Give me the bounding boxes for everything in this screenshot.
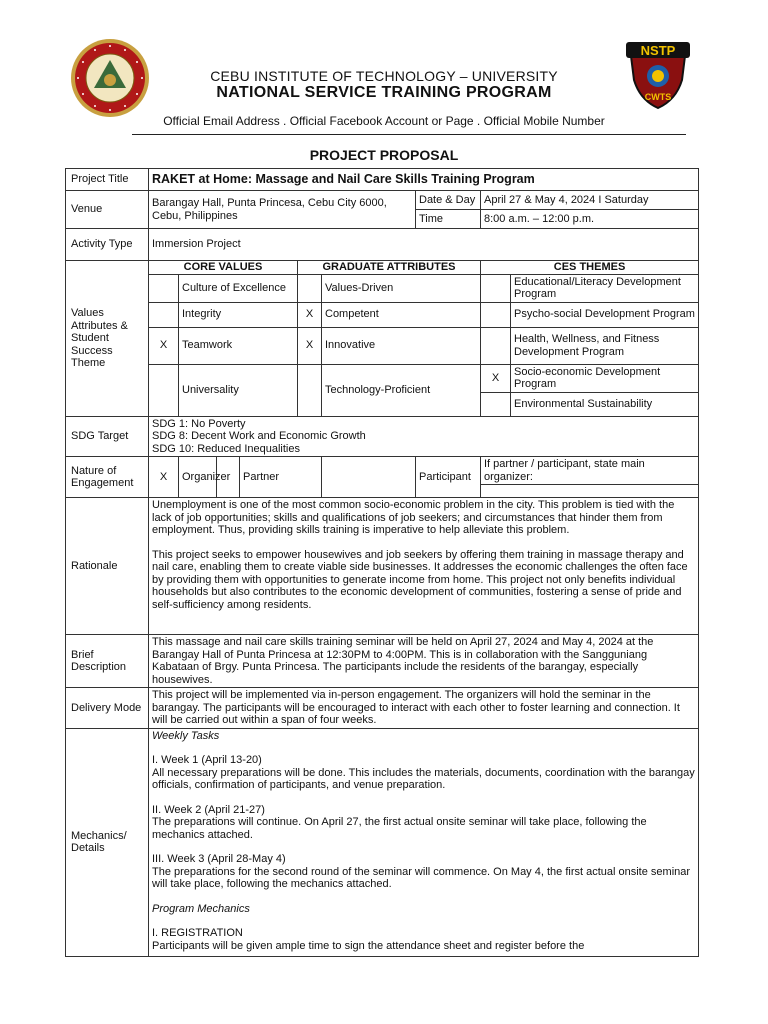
label-venue: Venue [66, 191, 149, 229]
engagement-note: If partner / participant, state main organizer: [481, 457, 699, 485]
svg-text:NSTP: NSTP [640, 43, 676, 58]
graduate-attributes-header: GRADUATE ATTRIBUTES [298, 261, 481, 275]
core-value-3: Teamwork [179, 327, 298, 364]
values-row-2 [66, 302, 699, 327]
ces-mark-4: X [481, 364, 511, 392]
ces-theme-2: Psycho-social Development Program [511, 302, 699, 327]
core-value-4: Universality [179, 364, 298, 416]
label-mechanics: Mechanics/ Details [66, 728, 149, 956]
label-activity-type: Activity Type [66, 229, 149, 261]
delivery-value: This project will be implemented via in-person engagement. The organizers will hold the seminar in the barangay. The participants will be encouraged to interact with each other to foster learning and connection. It will be carried out within a span of four weeks. [149, 688, 699, 729]
label-values: Values Attributes & Student Success Theme [66, 261, 149, 417]
organizer-label: Organizer [179, 457, 217, 498]
core-value-2: Integrity [179, 302, 298, 327]
week-2-text: The preparations will continue. On April 27, the first actual onsite seminar will take place, following the mechanics attached. [152, 816, 647, 841]
mechanics-value [149, 728, 699, 956]
ces-mark-5 [481, 392, 511, 416]
contact-line: Official Email Address . Official Facebook Account or Page . Official Mobile Number [163, 114, 605, 128]
proposal-table [65, 168, 699, 957]
core-mark-3: X [149, 327, 179, 364]
date-value: April 27 & May 4, 2024 I Saturday [481, 191, 699, 210]
values-row-1 [66, 274, 699, 302]
week-3-title: III. Week 3 (April 28-May 4) [152, 853, 286, 865]
brief-value: This massage and nail care skills training seminar will be held on April 27, 2024 and May 4, 2024 at the Barangay Hall of Punta Princesa at 12:30PM to 4:00PM. This is in collaboration with the Sangguniang Kabataan of Brgy. Punta Princesa. The participants include the residents of the barangay, especially housewives. [149, 635, 699, 688]
grad-mark-4 [298, 364, 322, 416]
label-rationale: Rationale [66, 498, 149, 635]
weekly-tasks-heading: Weekly Tasks [152, 729, 220, 742]
rationale-value [149, 498, 699, 635]
venue-value: Barangay Hall, Punta Princesa, Cebu City 6000, Cebu, Philippines [149, 191, 416, 229]
registration-text: Participants will be given ample time to sign the attendance sheet and register before the [152, 939, 585, 952]
week-1-title: I. Week 1 (April 13-20) [152, 754, 262, 766]
grad-attr-1: Values-Driven [322, 274, 481, 302]
program-name: NATIONAL SERVICE TRAINING PROGRAM [216, 84, 552, 101]
registration-title: I. REGISTRATION [152, 927, 243, 939]
ces-mark-2 [481, 302, 511, 327]
row-project-title [66, 169, 699, 191]
grad-mark-2: X [298, 302, 322, 327]
core-mark-4 [149, 364, 179, 416]
grad-mark-1 [298, 274, 322, 302]
activity-type-value: Immersion Project [149, 229, 699, 261]
svg-text:CWTS: CWTS [644, 92, 672, 102]
sdg-item-2: SDG 8: Decent Work and Economic Growth [152, 430, 366, 442]
row-engagement [66, 457, 699, 485]
label-delivery: Delivery Mode [66, 688, 149, 729]
row-brief [66, 635, 699, 688]
label-engagement: Nature of Engagement [66, 457, 149, 498]
sdg-item-1: SDG 1: No Poverty [152, 417, 246, 430]
institution-name: CEBU INSTITUTE OF TECHNOLOGY – UNIVERSITY [210, 68, 558, 84]
core-mark-1 [149, 274, 179, 302]
sdg-item-3: SDG 10: Reduced Inequalities [152, 442, 300, 455]
header-divider [132, 134, 686, 135]
rationale-paragraph-1: Unemployment is one of the most common socio-economic problem in the city. This problem is tied with the lack of job opportunities; skills and qualifications of job seekers; and circumstances that hinder them from employment. Thus, providing skills training is imperative to help alleviate this problem. [152, 499, 675, 536]
values-row-3 [66, 327, 699, 364]
main-organizer-field [481, 485, 699, 498]
ces-mark-1 [481, 274, 511, 302]
ces-theme-5: Environmental Sustainability [511, 392, 699, 416]
core-values-header: CORE VALUES [149, 261, 298, 275]
grad-mark-3: X [298, 327, 322, 364]
time-value: 8:00 a.m. – 12:00 p.m. [481, 210, 699, 229]
row-values-header [66, 261, 699, 275]
document-title: PROJECT PROPOSAL [309, 147, 459, 163]
partner-blank [322, 457, 416, 498]
row-rationale [66, 498, 699, 635]
proposal-table-wrapper [65, 168, 698, 957]
row-venue [66, 191, 699, 210]
grad-attr-2: Competent [322, 302, 481, 327]
ces-theme-1: Educational/Literacy Development Program [511, 274, 699, 302]
program-mechanics-heading: Program Mechanics [152, 902, 250, 915]
rationale-paragraph-2: This project seeks to empower housewives and job seekers by offering them training in massage therapy and nail care, enabling them to create viable side businesses. It addresses the economic challenges the often face by providing them with opportunities to generate income from home. This project not only benefits individual households but also contributes to the economic development of communities, fostering a sense of pride and self-sufficiency among residents. [152, 548, 688, 611]
ces-themes-header: CES THEMES [481, 261, 699, 275]
week-2-title: II. Week 2 (April 21-27) [152, 803, 265, 816]
label-brief: Brief Description [66, 635, 149, 688]
organizer-mark: X [149, 457, 179, 498]
project-title-value: RAKET at Home: Massage and Nail Care Skills Training Program [149, 169, 699, 191]
row-delivery [66, 688, 699, 729]
participant-label: Participant [416, 457, 481, 498]
core-value-1: Culture of Excellence [179, 274, 298, 302]
grad-attr-4: Technology-Proficient [322, 364, 481, 416]
core-mark-2 [149, 302, 179, 327]
ces-theme-3: Health, Wellness, and Fitness Development Program [511, 327, 699, 364]
label-sdg: SDG Target [66, 416, 149, 457]
label-project-title: Project Title [66, 169, 149, 191]
label-date: Date & Day [416, 191, 481, 210]
week-1-text: All necessary preparations will be done. This includes the materials, documents, coordination with the barangay officials, confirmation of participants, and venue preparation. [152, 766, 695, 791]
row-sdg [66, 416, 699, 457]
values-row-4 [66, 364, 699, 392]
sdg-values [149, 416, 699, 457]
row-mechanics [66, 728, 699, 956]
grad-attr-3: Innovative [322, 327, 481, 364]
ces-theme-4: Socio-economic Development Program [511, 364, 699, 392]
row-activity-type [66, 229, 699, 261]
week-3-text: The preparations for the second round of the seminar will commence. On May 4, the first actual onsite seminar will take place, following the mechanics attached. [152, 865, 691, 890]
label-time: Time [416, 210, 481, 229]
partner-label: Partner [240, 457, 322, 498]
ces-mark-3 [481, 327, 511, 364]
